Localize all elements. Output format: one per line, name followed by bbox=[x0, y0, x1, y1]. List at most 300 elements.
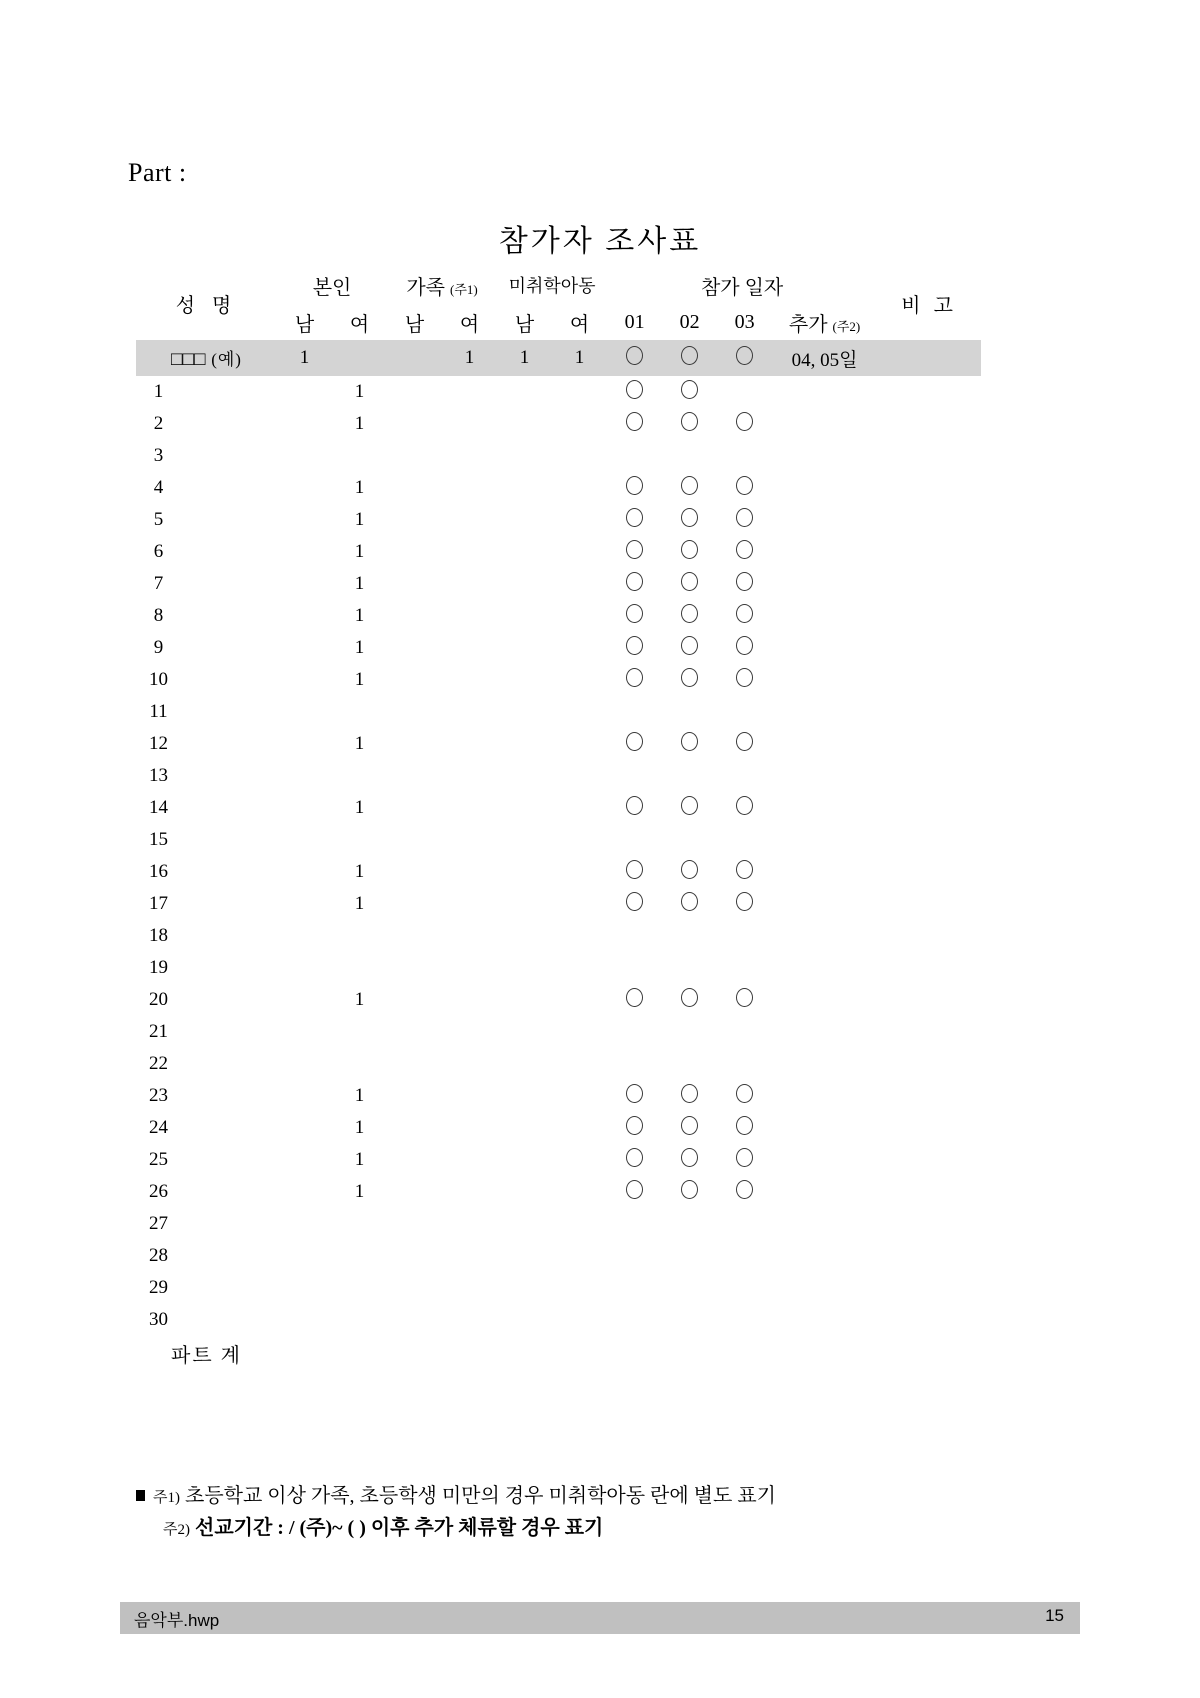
row-date-03[interactable] bbox=[717, 1240, 772, 1272]
row-family-female[interactable] bbox=[442, 760, 497, 792]
row-preschool-female[interactable] bbox=[552, 952, 607, 984]
row-family-female[interactable] bbox=[442, 856, 497, 888]
row-preschool-female[interactable] bbox=[552, 696, 607, 728]
row-self-female[interactable]: 1 bbox=[354, 893, 365, 914]
row-date-01[interactable] bbox=[607, 600, 662, 632]
row-date-03[interactable] bbox=[717, 1016, 772, 1048]
row-remarks[interactable] bbox=[877, 888, 981, 920]
row-preschool-female[interactable] bbox=[552, 1272, 607, 1304]
row-family-female[interactable] bbox=[442, 792, 497, 824]
row-remarks[interactable] bbox=[877, 760, 981, 792]
row-name-field[interactable] bbox=[181, 376, 277, 408]
row-date-01[interactable] bbox=[607, 1240, 662, 1272]
row-self-female[interactable]: 1 bbox=[354, 477, 365, 498]
row-date-02[interactable] bbox=[662, 600, 717, 632]
row-date-extra[interactable] bbox=[772, 920, 877, 952]
row-preschool-female[interactable] bbox=[552, 920, 607, 952]
row-date-02[interactable] bbox=[662, 664, 717, 696]
row-name-field[interactable] bbox=[181, 1144, 277, 1176]
row-name-field[interactable] bbox=[181, 984, 277, 1016]
row-date-02[interactable] bbox=[662, 888, 717, 920]
row-date-03[interactable] bbox=[717, 600, 772, 632]
row-name-field[interactable] bbox=[181, 536, 277, 568]
row-date-01[interactable] bbox=[607, 888, 662, 920]
row-family-female[interactable] bbox=[442, 888, 497, 920]
row-name-field[interactable] bbox=[181, 888, 277, 920]
row-date-02[interactable] bbox=[662, 696, 717, 728]
row-self-male[interactable] bbox=[277, 952, 332, 984]
row-date-01[interactable] bbox=[607, 952, 662, 984]
row-name-field[interactable] bbox=[181, 504, 277, 536]
row-preschool-female[interactable] bbox=[552, 440, 607, 472]
row-date-02[interactable] bbox=[662, 824, 717, 856]
row-self-male[interactable] bbox=[277, 664, 332, 696]
row-family-male[interactable] bbox=[387, 664, 442, 696]
row-remarks[interactable] bbox=[877, 1304, 981, 1336]
row-preschool-male[interactable] bbox=[497, 952, 552, 984]
row-self-male[interactable] bbox=[277, 600, 332, 632]
row-date-03[interactable] bbox=[717, 920, 772, 952]
row-self-male[interactable] bbox=[277, 1176, 332, 1208]
row-date-extra[interactable] bbox=[772, 1240, 877, 1272]
row-date-extra[interactable] bbox=[772, 440, 877, 472]
row-date-02[interactable] bbox=[662, 1048, 717, 1080]
row-self-male[interactable] bbox=[277, 632, 332, 664]
row-preschool-female[interactable] bbox=[552, 984, 607, 1016]
row-family-female[interactable] bbox=[442, 1240, 497, 1272]
row-date-03[interactable] bbox=[717, 1176, 772, 1208]
row-self-female[interactable]: 1 bbox=[354, 733, 365, 754]
row-date-02[interactable] bbox=[662, 856, 717, 888]
row-self-female[interactable] bbox=[332, 1272, 387, 1304]
row-date-01[interactable] bbox=[607, 408, 662, 440]
row-date-03[interactable] bbox=[717, 376, 772, 408]
row-date-01[interactable] bbox=[607, 1304, 662, 1336]
row-name-field[interactable] bbox=[181, 1176, 277, 1208]
row-name-field[interactable] bbox=[181, 1304, 277, 1336]
row-self-male[interactable] bbox=[277, 696, 332, 728]
row-remarks[interactable] bbox=[877, 1112, 981, 1144]
row-date-02[interactable] bbox=[662, 408, 717, 440]
row-date-01[interactable] bbox=[607, 568, 662, 600]
row-remarks[interactable] bbox=[877, 696, 981, 728]
row-date-03[interactable] bbox=[717, 568, 772, 600]
row-self-male[interactable] bbox=[277, 1048, 332, 1080]
row-remarks[interactable] bbox=[877, 600, 981, 632]
row-self-male[interactable] bbox=[277, 408, 332, 440]
row-remarks[interactable] bbox=[877, 408, 981, 440]
row-preschool-female[interactable] bbox=[552, 888, 607, 920]
row-preschool-female[interactable] bbox=[552, 1240, 607, 1272]
row-preschool-female[interactable] bbox=[552, 856, 607, 888]
row-name-field[interactable] bbox=[181, 632, 277, 664]
row-self-male[interactable] bbox=[277, 920, 332, 952]
row-preschool-male[interactable] bbox=[497, 600, 552, 632]
row-name-field[interactable] bbox=[181, 440, 277, 472]
row-remarks[interactable] bbox=[877, 504, 981, 536]
row-self-male[interactable] bbox=[277, 536, 332, 568]
row-date-03[interactable] bbox=[717, 664, 772, 696]
row-date-03[interactable] bbox=[717, 1080, 772, 1112]
row-self-female[interactable]: 1 bbox=[354, 1117, 365, 1138]
row-family-male[interactable] bbox=[387, 1016, 442, 1048]
row-date-01[interactable] bbox=[607, 1112, 662, 1144]
row-self-male[interactable] bbox=[277, 1272, 332, 1304]
row-date-01[interactable] bbox=[607, 792, 662, 824]
row-family-male[interactable] bbox=[387, 600, 442, 632]
row-self-female[interactable] bbox=[332, 952, 387, 984]
row-preschool-female[interactable] bbox=[552, 1208, 607, 1240]
row-name-field[interactable] bbox=[181, 1240, 277, 1272]
row-self-female[interactable] bbox=[332, 696, 387, 728]
row-self-male[interactable] bbox=[277, 1112, 332, 1144]
row-family-female[interactable] bbox=[442, 568, 497, 600]
row-date-01[interactable] bbox=[607, 920, 662, 952]
row-preschool-male[interactable] bbox=[497, 376, 552, 408]
row-self-female[interactable] bbox=[332, 1048, 387, 1080]
row-family-female[interactable] bbox=[442, 664, 497, 696]
row-preschool-female[interactable] bbox=[552, 1176, 607, 1208]
row-date-extra[interactable] bbox=[772, 536, 877, 568]
row-remarks[interactable] bbox=[877, 920, 981, 952]
row-date-01[interactable] bbox=[607, 504, 662, 536]
row-preschool-female[interactable] bbox=[552, 408, 607, 440]
row-date-02[interactable] bbox=[662, 1112, 717, 1144]
row-date-01[interactable] bbox=[607, 664, 662, 696]
row-family-female[interactable] bbox=[442, 1016, 497, 1048]
row-self-female[interactable] bbox=[332, 824, 387, 856]
row-family-female[interactable] bbox=[442, 504, 497, 536]
row-preschool-male[interactable] bbox=[497, 1016, 552, 1048]
row-family-male[interactable] bbox=[387, 984, 442, 1016]
row-family-female[interactable] bbox=[442, 824, 497, 856]
row-preschool-female[interactable] bbox=[552, 376, 607, 408]
row-date-extra[interactable] bbox=[772, 600, 877, 632]
row-preschool-female[interactable] bbox=[552, 728, 607, 760]
row-self-female[interactable]: 1 bbox=[354, 797, 365, 818]
row-remarks[interactable] bbox=[877, 376, 981, 408]
row-date-02[interactable] bbox=[662, 376, 717, 408]
row-self-male[interactable] bbox=[277, 568, 332, 600]
row-preschool-male[interactable] bbox=[497, 792, 552, 824]
row-preschool-male[interactable] bbox=[497, 696, 552, 728]
row-date-extra[interactable] bbox=[772, 1016, 877, 1048]
row-preschool-male[interactable] bbox=[497, 1080, 552, 1112]
row-family-male[interactable] bbox=[387, 920, 442, 952]
row-self-male[interactable] bbox=[277, 792, 332, 824]
row-family-male[interactable] bbox=[387, 1144, 442, 1176]
row-date-01[interactable] bbox=[607, 760, 662, 792]
row-family-male[interactable] bbox=[387, 888, 442, 920]
row-family-female[interactable] bbox=[442, 376, 497, 408]
row-family-female[interactable] bbox=[442, 472, 497, 504]
row-date-extra[interactable] bbox=[772, 504, 877, 536]
row-family-female[interactable] bbox=[442, 1080, 497, 1112]
row-remarks[interactable] bbox=[877, 1080, 981, 1112]
row-preschool-male[interactable] bbox=[497, 664, 552, 696]
row-self-male[interactable] bbox=[277, 1016, 332, 1048]
row-family-female[interactable] bbox=[442, 600, 497, 632]
row-date-03[interactable] bbox=[717, 472, 772, 504]
row-self-female[interactable] bbox=[332, 1304, 387, 1336]
row-date-03[interactable] bbox=[717, 632, 772, 664]
row-date-01[interactable] bbox=[607, 632, 662, 664]
row-date-extra[interactable] bbox=[772, 472, 877, 504]
row-self-male[interactable] bbox=[277, 1304, 332, 1336]
row-preschool-female[interactable] bbox=[552, 1112, 607, 1144]
row-date-01[interactable] bbox=[607, 440, 662, 472]
row-family-male[interactable] bbox=[387, 1240, 442, 1272]
row-self-female[interactable] bbox=[332, 1208, 387, 1240]
row-remarks[interactable] bbox=[877, 568, 981, 600]
row-preschool-female[interactable] bbox=[552, 1304, 607, 1336]
row-family-female[interactable] bbox=[442, 696, 497, 728]
row-name-field[interactable] bbox=[181, 600, 277, 632]
row-date-02[interactable] bbox=[662, 440, 717, 472]
row-name-field[interactable] bbox=[181, 824, 277, 856]
row-date-01[interactable] bbox=[607, 984, 662, 1016]
row-self-female[interactable]: 1 bbox=[354, 1085, 365, 1106]
row-preschool-male[interactable] bbox=[497, 920, 552, 952]
row-preschool-female[interactable] bbox=[552, 1080, 607, 1112]
row-date-01[interactable] bbox=[607, 696, 662, 728]
row-date-02[interactable] bbox=[662, 1272, 717, 1304]
row-date-extra[interactable] bbox=[772, 408, 877, 440]
row-family-male[interactable] bbox=[387, 568, 442, 600]
row-name-field[interactable] bbox=[181, 1080, 277, 1112]
row-family-male[interactable] bbox=[387, 1176, 442, 1208]
row-family-female[interactable] bbox=[442, 1144, 497, 1176]
row-family-male[interactable] bbox=[387, 1304, 442, 1336]
row-preschool-female[interactable] bbox=[552, 664, 607, 696]
row-date-02[interactable] bbox=[662, 1304, 717, 1336]
row-preschool-female[interactable] bbox=[552, 600, 607, 632]
row-self-female[interactable]: 1 bbox=[354, 1181, 365, 1202]
row-date-02[interactable] bbox=[662, 1080, 717, 1112]
row-date-02[interactable] bbox=[662, 1016, 717, 1048]
row-date-03[interactable] bbox=[717, 952, 772, 984]
row-preschool-male[interactable] bbox=[497, 632, 552, 664]
row-preschool-male[interactable] bbox=[497, 408, 552, 440]
row-family-female[interactable] bbox=[442, 408, 497, 440]
row-date-extra[interactable] bbox=[772, 888, 877, 920]
row-date-02[interactable] bbox=[662, 1176, 717, 1208]
row-date-03[interactable] bbox=[717, 824, 772, 856]
row-preschool-female[interactable] bbox=[552, 1048, 607, 1080]
row-date-03[interactable] bbox=[717, 1304, 772, 1336]
row-family-male[interactable] bbox=[387, 536, 442, 568]
row-name-field[interactable] bbox=[181, 1272, 277, 1304]
row-date-extra[interactable] bbox=[772, 1112, 877, 1144]
row-preschool-male[interactable] bbox=[497, 1240, 552, 1272]
row-name-field[interactable] bbox=[181, 728, 277, 760]
row-name-field[interactable] bbox=[181, 408, 277, 440]
row-self-male[interactable] bbox=[277, 504, 332, 536]
row-date-extra[interactable] bbox=[772, 824, 877, 856]
row-family-male[interactable] bbox=[387, 1112, 442, 1144]
row-name-field[interactable] bbox=[181, 1208, 277, 1240]
row-preschool-male[interactable] bbox=[497, 1304, 552, 1336]
row-preschool-male[interactable] bbox=[497, 984, 552, 1016]
row-family-female[interactable] bbox=[442, 1304, 497, 1336]
row-family-female[interactable] bbox=[442, 440, 497, 472]
row-date-01[interactable] bbox=[607, 824, 662, 856]
row-family-female[interactable] bbox=[442, 1272, 497, 1304]
row-self-female[interactable]: 1 bbox=[354, 989, 365, 1010]
row-family-male[interactable] bbox=[387, 1272, 442, 1304]
row-preschool-male[interactable] bbox=[497, 1144, 552, 1176]
row-date-01[interactable] bbox=[607, 376, 662, 408]
row-date-03[interactable] bbox=[717, 696, 772, 728]
row-date-01[interactable] bbox=[607, 1208, 662, 1240]
row-date-02[interactable] bbox=[662, 760, 717, 792]
row-date-01[interactable] bbox=[607, 856, 662, 888]
row-family-female[interactable] bbox=[442, 632, 497, 664]
row-date-03[interactable] bbox=[717, 1048, 772, 1080]
row-remarks[interactable] bbox=[877, 632, 981, 664]
row-date-extra[interactable] bbox=[772, 728, 877, 760]
row-family-female[interactable] bbox=[442, 536, 497, 568]
row-self-male[interactable] bbox=[277, 984, 332, 1016]
row-date-extra[interactable] bbox=[772, 792, 877, 824]
row-date-extra[interactable] bbox=[772, 1176, 877, 1208]
row-preschool-female[interactable] bbox=[552, 504, 607, 536]
row-self-female[interactable] bbox=[332, 440, 387, 472]
row-date-01[interactable] bbox=[607, 1272, 662, 1304]
row-date-03[interactable] bbox=[717, 1144, 772, 1176]
row-date-03[interactable] bbox=[717, 792, 772, 824]
row-family-male[interactable] bbox=[387, 472, 442, 504]
row-self-male[interactable] bbox=[277, 824, 332, 856]
row-self-female[interactable]: 1 bbox=[354, 1149, 365, 1170]
row-name-field[interactable] bbox=[181, 920, 277, 952]
row-preschool-female[interactable] bbox=[552, 568, 607, 600]
row-name-field[interactable] bbox=[181, 1016, 277, 1048]
row-remarks[interactable] bbox=[877, 1048, 981, 1080]
row-date-02[interactable] bbox=[662, 920, 717, 952]
row-date-03[interactable] bbox=[717, 888, 772, 920]
row-self-female[interactable] bbox=[332, 760, 387, 792]
row-family-male[interactable] bbox=[387, 632, 442, 664]
row-preschool-female[interactable] bbox=[552, 472, 607, 504]
row-name-field[interactable] bbox=[181, 856, 277, 888]
row-self-female[interactable] bbox=[332, 920, 387, 952]
row-self-female[interactable]: 1 bbox=[354, 573, 365, 594]
row-preschool-female[interactable] bbox=[552, 536, 607, 568]
row-self-female[interactable]: 1 bbox=[354, 861, 365, 882]
row-date-02[interactable] bbox=[662, 952, 717, 984]
row-self-male[interactable] bbox=[277, 1240, 332, 1272]
row-date-02[interactable] bbox=[662, 472, 717, 504]
row-name-field[interactable] bbox=[181, 664, 277, 696]
row-date-03[interactable] bbox=[717, 536, 772, 568]
row-preschool-female[interactable] bbox=[552, 632, 607, 664]
row-remarks[interactable] bbox=[877, 440, 981, 472]
row-date-03[interactable] bbox=[717, 856, 772, 888]
row-preschool-male[interactable] bbox=[497, 1208, 552, 1240]
row-remarks[interactable] bbox=[877, 1016, 981, 1048]
row-self-female[interactable]: 1 bbox=[354, 605, 365, 626]
row-date-extra[interactable] bbox=[772, 632, 877, 664]
row-self-female[interactable]: 1 bbox=[354, 413, 365, 434]
row-date-03[interactable] bbox=[717, 984, 772, 1016]
row-date-02[interactable] bbox=[662, 1208, 717, 1240]
row-remarks[interactable] bbox=[877, 984, 981, 1016]
row-date-03[interactable] bbox=[717, 728, 772, 760]
row-self-female[interactable] bbox=[332, 1016, 387, 1048]
row-self-male[interactable] bbox=[277, 728, 332, 760]
row-family-male[interactable] bbox=[387, 376, 442, 408]
row-date-extra[interactable] bbox=[772, 376, 877, 408]
row-date-02[interactable] bbox=[662, 536, 717, 568]
row-family-female[interactable] bbox=[442, 1112, 497, 1144]
row-remarks[interactable] bbox=[877, 728, 981, 760]
row-date-01[interactable] bbox=[607, 1016, 662, 1048]
row-date-extra[interactable] bbox=[772, 984, 877, 1016]
row-preschool-female[interactable] bbox=[552, 1016, 607, 1048]
row-date-02[interactable] bbox=[662, 568, 717, 600]
row-date-extra[interactable] bbox=[772, 1144, 877, 1176]
row-name-field[interactable] bbox=[181, 1112, 277, 1144]
row-family-male[interactable] bbox=[387, 952, 442, 984]
row-family-male[interactable] bbox=[387, 792, 442, 824]
row-name-field[interactable] bbox=[181, 952, 277, 984]
row-date-extra[interactable] bbox=[772, 1048, 877, 1080]
row-date-01[interactable] bbox=[607, 1048, 662, 1080]
row-date-extra[interactable] bbox=[772, 1272, 877, 1304]
row-date-extra[interactable] bbox=[772, 1208, 877, 1240]
row-self-male[interactable] bbox=[277, 440, 332, 472]
row-self-male[interactable] bbox=[277, 1208, 332, 1240]
row-remarks[interactable] bbox=[877, 1144, 981, 1176]
row-self-female[interactable]: 1 bbox=[354, 541, 365, 562]
row-date-02[interactable] bbox=[662, 792, 717, 824]
row-remarks[interactable] bbox=[877, 1208, 981, 1240]
row-date-03[interactable] bbox=[717, 440, 772, 472]
row-date-01[interactable] bbox=[607, 536, 662, 568]
row-family-male[interactable] bbox=[387, 440, 442, 472]
row-date-02[interactable] bbox=[662, 1144, 717, 1176]
row-preschool-male[interactable] bbox=[497, 824, 552, 856]
row-date-extra[interactable] bbox=[772, 760, 877, 792]
row-date-01[interactable] bbox=[607, 1176, 662, 1208]
row-family-male[interactable] bbox=[387, 408, 442, 440]
row-family-male[interactable] bbox=[387, 1208, 442, 1240]
row-family-female[interactable] bbox=[442, 1048, 497, 1080]
row-date-03[interactable] bbox=[717, 1208, 772, 1240]
row-self-male[interactable] bbox=[277, 376, 332, 408]
row-date-extra[interactable] bbox=[772, 856, 877, 888]
row-preschool-male[interactable] bbox=[497, 1176, 552, 1208]
row-preschool-female[interactable] bbox=[552, 792, 607, 824]
row-family-male[interactable] bbox=[387, 504, 442, 536]
row-family-male[interactable] bbox=[387, 696, 442, 728]
row-preschool-male[interactable] bbox=[497, 1048, 552, 1080]
row-preschool-male[interactable] bbox=[497, 728, 552, 760]
row-self-male[interactable] bbox=[277, 888, 332, 920]
row-family-female[interactable] bbox=[442, 1208, 497, 1240]
row-preschool-male[interactable] bbox=[497, 856, 552, 888]
row-date-03[interactable] bbox=[717, 504, 772, 536]
row-date-extra[interactable] bbox=[772, 1304, 877, 1336]
row-family-female[interactable] bbox=[442, 920, 497, 952]
row-preschool-female[interactable] bbox=[552, 824, 607, 856]
row-self-female[interactable]: 1 bbox=[354, 381, 365, 402]
row-preschool-male[interactable] bbox=[497, 1272, 552, 1304]
row-family-male[interactable] bbox=[387, 824, 442, 856]
row-family-male[interactable] bbox=[387, 760, 442, 792]
row-date-02[interactable] bbox=[662, 504, 717, 536]
